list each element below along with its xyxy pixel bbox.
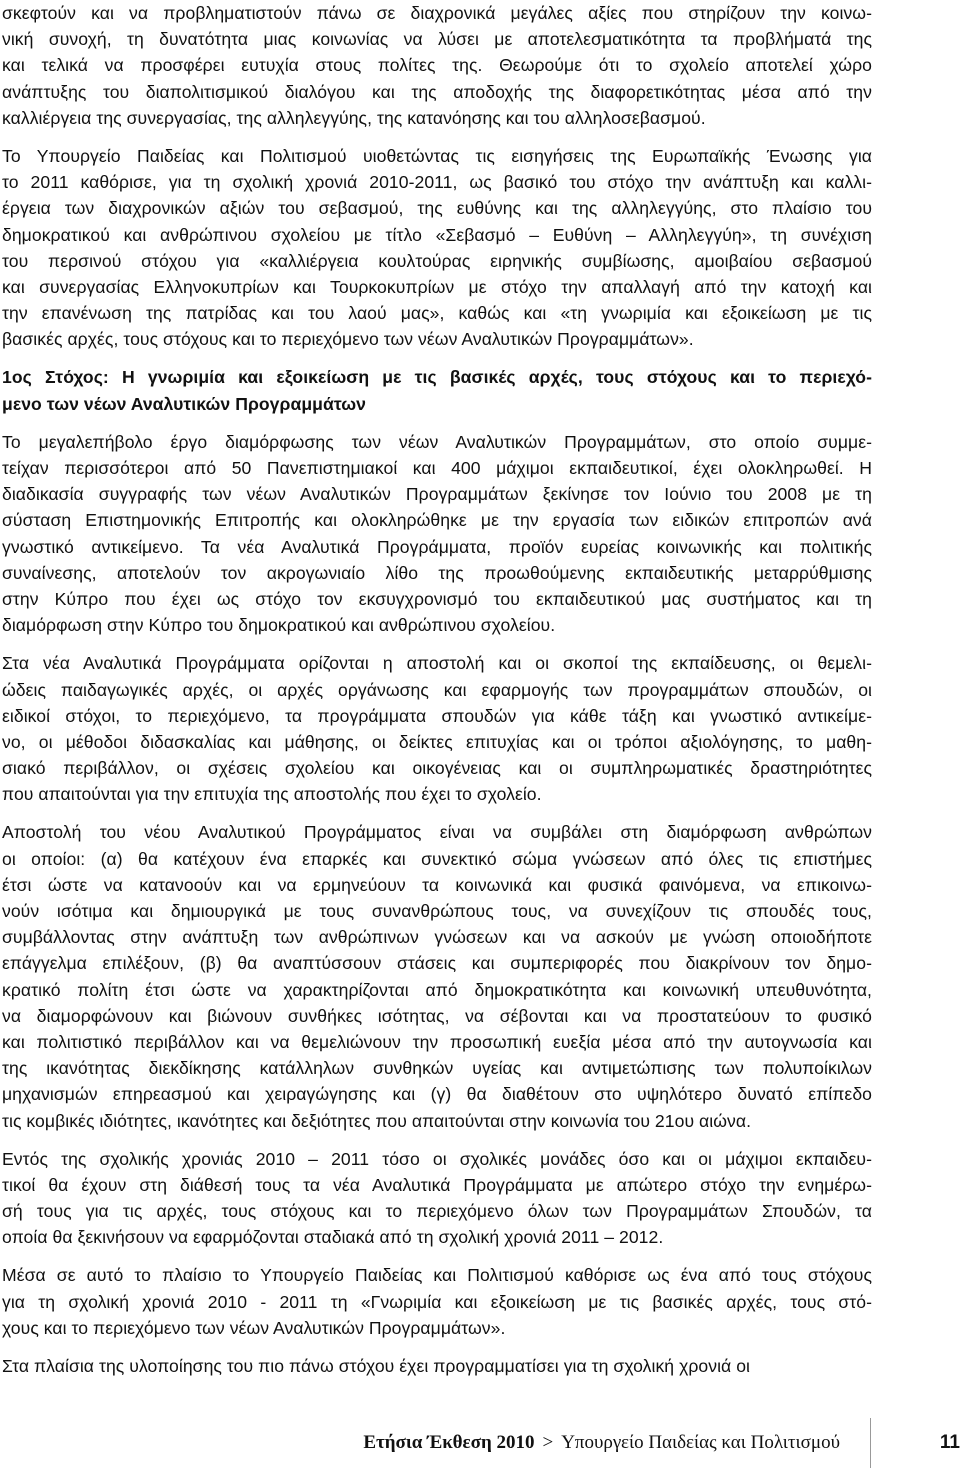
text-line: στην Κύπρο που έχει ως στόχο τον εκσυγχρονισμό του εκπαιδευτικού μας συστήματος και τη [2, 588, 872, 609]
footer-running-head [363, 1432, 840, 1454]
text-line: νική συνοχή, τη δυνατότητα μιας κοινωνίας να λύσει με αποτελεσματικότητα τα προβλήματά της [2, 29, 872, 50]
footer-subtitle: Υπουργείο Παιδείας και Πολιτισμού [561, 1432, 840, 1453]
page-footer [0, 1418, 960, 1468]
page-number: 11 [939, 1432, 960, 1453]
text-line: ανάπτυξης του διαπολιτισμικού διαλόγου και της αποδοχής της διαφορετικότητας μέσα από την [2, 81, 872, 102]
text-line: Αποστολή του νέου Αναλυτικού Προγράμματος είναι να συμβάλει στη διαμόρφωση ανθρώπων [2, 822, 872, 843]
text-line: καλλιέργεια της συνεργασίας, της αλληλεγγύης, της κατανόησης και του αλληλοσεβασμού. [2, 107, 706, 128]
text-line: τείχαν περισσότεροι από 50 Πανεπιστημιακοί και 400 μάχιμοι εκπαιδευτικοί, έχει ολοκληρωθεί. Η [2, 458, 872, 478]
text-line: επάγγελμα επιλέξουν, (β) θα αναπτύσσουν στάσεις και συμπεριφορές που διακρίνουν τον δημο- [2, 953, 872, 974]
text-line: οποία θα ξεκινήσουν να εφαρμόζονται σταδιακά από τη σχολική χρονιά 2011 – 2012. [2, 1227, 664, 1248]
text-line: οι οποίοι: (α) θα κατέχουν ένα επαρκές και συνεκτικό σώμα γνώσεων από όλες τις επιστήμες [2, 848, 872, 869]
document-body [2, 0, 872, 1391]
text-line: το 2011 καθόρισε, για τη σχολική χρονιά 2010-2011, ως βασικό του στόχο την ανάπτυξη και καλλι- [2, 172, 872, 193]
text-line: και τελικά να προσφέρει ευτυχία στους πολίτες της. Θεωρούμε ότι το σχολείο αποτελεί χώρο [2, 55, 872, 76]
text-line: ώδεις παιδαγωγικές αρχές, οι αρχές οργάνωσης και εφαρμογής των προγραμμάτων σπουδών, οι [2, 679, 872, 700]
text-line: του περσινού στόχου για «καλλιέργεια κουλτούρας ειρηνικής συμβίωσης, αμοιβαίου σεβασμού [2, 250, 872, 271]
text-line: την επανένωση της πατρίδας και του λαού μας», καθώς και «τη γνωριμία και εξοικείωση με τις [2, 303, 872, 324]
text-line: Στα νέα Αναλυτικά Προγράμματα ορίζονται η αποστολή και οι σκοποί της εκπαίδευσης, οι θεμελι- [2, 653, 872, 674]
paragraph [2, 0, 872, 131]
text-line: και συνεργασίας Ελληνοκυπρίων και Τουρκοκυπρίων με στόχο την απαλλαγή από την κατοχή και [2, 276, 872, 297]
text-line: τις κομβικές ιδιότητες, ικανότητες και δεξιότητες που απαιτούνται στην κοινωνία του 21ου αιώνα. [2, 1110, 752, 1131]
section-heading [2, 364, 872, 416]
text-line: συναίνεσης, αποτελούν τον ακρογωνιαίο λίθο της προωθούμενης εκπαιδευτικής μεταρρύθμισης [2, 562, 872, 583]
text-line: νούν ισότιμα και δημιουργικά με τους συνανθρώπους τους, να συνεχίζουν τις σπουδές τους, [2, 901, 872, 921]
text-line: τικοί θα έχουν στη διάθεσή τους τα νέα Αναλυτικά Προγράμματα με απώτερο στόχο την ενημέρω- [2, 1174, 872, 1195]
text-line: νο, οι μέθοδοι διδασκαλίας και μάθησης, οι δείκτες επιτυχίας και οι τρόποι αξιολόγησης, το μαθη- [2, 731, 872, 752]
paragraph [2, 650, 872, 807]
paragraph [2, 429, 872, 639]
text-line: Το μεγαλεπήβολο έργο διαμόρφωσης των νέων Αναλυτικών Προγραμμάτων, στο οποίο συμμε- [2, 431, 872, 452]
paragraph [2, 143, 872, 353]
footer-divider [870, 1418, 871, 1468]
text-line: έργεια των διαχρονικών αξιών του σεβασμού, της ευθύνης και της αλληλεγγύης, στο πλαίσιο του [2, 198, 872, 219]
text-line: Το Υπουργείο Παιδείας και Πολιτισμού υιοθετώντας τις εισηγήσεις της Ευρωπαϊκής Ένωσης για [2, 145, 872, 166]
text-line: για τη σχολική χρονιά 2010 - 2011 τη «Γνωριμία και εξοικείωση με τις βασικές αρχές, τους στό- [2, 1291, 872, 1312]
text-line: σύσταση Επιστημονικής Επιτροπής και ολοκληρώθηκε με την εργασία των ειδικών επιτροπών ανά [2, 510, 872, 531]
text-line: να διαμορφώνουν και βιώνουν συνθήκες ισότητας, να σέβονται και να προστατεύουν το φυσικό [2, 1005, 872, 1026]
text-line: ειδικοί στόχοι, το περιεχόμενο, τα προγράμματα σπουδών για κάθε τάξη και γνωστικό αντικείμε- [2, 705, 872, 726]
paragraph [2, 1146, 872, 1251]
text-line: σκεφτούν και να προβληματιστούν πάνω σε διαχρονικά μεγάλες αξίες που στηρίζουν την κοινω- [2, 3, 872, 23]
text-line: Στα πλαίσια της υλοποίησης του πιο πάνω στόχου έχει προγραμματίσει για τη σχολική χρονιά οι [2, 1356, 751, 1376]
text-line: συμβάλλοντας στην ανάπτυξη των ανθρώπινων γνώσεων και να ασκούν με γνώση οποιοδήποτε [2, 927, 872, 948]
text-line: Μέσα σε αυτό το πλαίσιο το Υπουργείο Παιδείας και Πολιτισμού καθόρισε ως ένα από τους στόχους [2, 1265, 872, 1286]
text-line: που απαιτούνται για την επιτυχία της αποστολής που έχει το σχολείο. [2, 784, 542, 805]
text-line: μηχανισμών επηρεασμού και χειραγώγησης και (γ) θα διαθέτουν στο υψηλότερο δυνατό επίπεδο [2, 1084, 872, 1105]
paragraph [2, 1353, 872, 1379]
text-line: διαμόρφωση στην Κύπρο του δημοκρατικού και ανθρώπινου σχολείου. [2, 615, 556, 636]
text-line: γνωστικό αντικείμενο. Τα νέα Αναλυτικά Προγράμματα, προϊόν ευρείας κοινωνικής και πολιτικής [2, 536, 872, 557]
text-line: χους και το περιεχόμενο των νέων Αναλυτικών Προγραμμάτων». [2, 1317, 506, 1338]
text-line: σιακό περιβάλλον, οι σχέσεις σχολείου και οικογένειας και οι συμπληρωματικές δραστηριότητες [2, 758, 872, 779]
text-line: δημοκρατικού και ανθρώπινου σχολείου με τίτλο «Σεβασμό – Ευθύνη – Αλληλεγγύη», τη συνέχιση [2, 224, 872, 245]
paragraph [2, 819, 872, 1133]
text-line: κρατικό πολίτη έτσι ώστε να χαρακτηρίζονται από δημοκρατικότητα και κοινωνική υπευθυνότητα, [2, 979, 872, 1000]
text-line: διαδικασία συγγραφής των νέων Αναλυτικών Προγραμμάτων ξεκίνησε τον Ιούνιο του 2008 με τη [2, 484, 872, 505]
text-line: σή τους για τις αρχές, τους στόχους και το περιεχόμενο όλων των Προγραμμάτων Σπουδών, τα [2, 1201, 872, 1222]
footer-title: Ετήσια Έκθεση 2010 [363, 1432, 535, 1453]
text-line: Εντός της σχολικής χρονιάς 2010 – 2011 τόσο οι σχολικές μονάδες όσο και οι μάχιμοι εκπαιδευ- [2, 1148, 872, 1169]
text-line: έτσι ώστε να κατανοούν και να ερμηνεύουν τα κοινωνικά και φυσικά φαινόμενα, να επικοινω- [2, 874, 872, 895]
text-line: της ικανότητας διεκδίκησης κατάλληλων συνθηκών υγείας και αντιμετώπισης των πολυποίκιλων [2, 1058, 872, 1079]
text-line: μενο των νέων Αναλυτικών Προγραμμάτων [2, 393, 366, 414]
text-line: βασικές αρχές, τους στόχους και το περιεχόμενο των νέων Αναλυτικών Προγραμμάτων». [2, 329, 694, 350]
footer-separator: > [542, 1432, 554, 1453]
paragraph [2, 1262, 872, 1341]
text-line: και πολιτιστικό περιβάλλον και να θεμελιώνουν την προσωπική ευεξία μέσα από την αυτογνωσία και [2, 1031, 872, 1052]
text-line: 1ος Στόχος: Η γνωριμία και εξοικείωση με τις βασικές αρχές, τους στόχους και το περιεχό- [2, 367, 872, 388]
